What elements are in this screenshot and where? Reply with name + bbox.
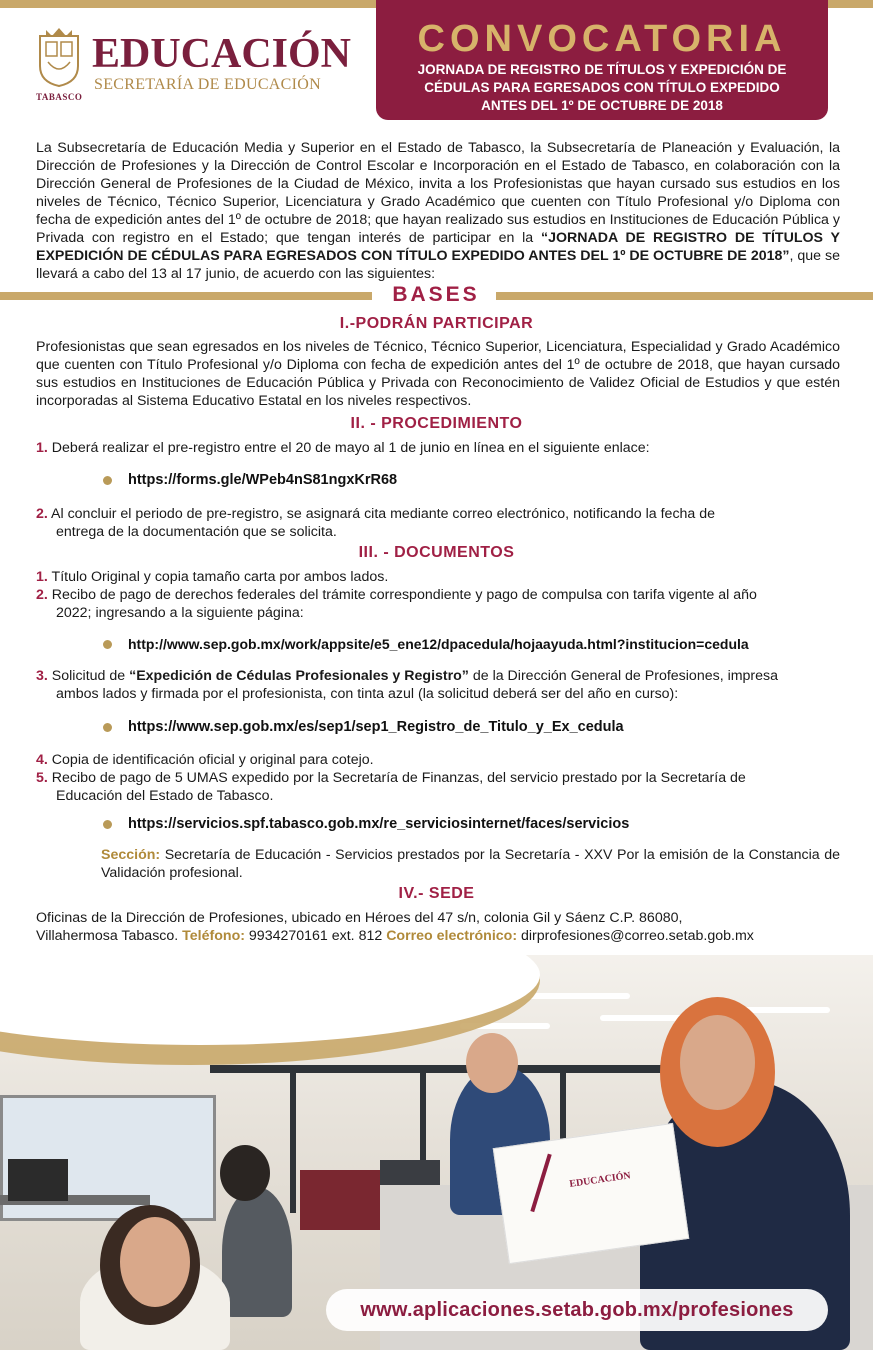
- cubicle-post: [290, 1073, 296, 1213]
- intro-text-2: , que se llevará a cabo del 13 al 17 junio, de acuerdo con las siguientes:: [36, 248, 841, 282]
- education-logo: [36, 24, 352, 104]
- banner-subtitle-3: ANTES DEL 1º DE OCTUBRE DE 2018: [481, 98, 723, 113]
- section-4-title: IV.- SEDE: [398, 885, 475, 902]
- computer-monitor: [8, 1159, 68, 1201]
- procedure-item-2-number: 2.: [36, 506, 48, 522]
- education-folder: [493, 1123, 690, 1264]
- documents-item-2-text-b: 2022; ingresando a la siguiente página:: [56, 605, 304, 621]
- email-address[interactable]: dirprofesiones@correo.setab.gob.mx: [517, 928, 754, 944]
- bases-bar-right: [496, 292, 873, 300]
- seccion-text: Secretaría de Educación - Servicios prestados por la Secretaría - XXV Por la emisión de la Constancia de Validación profesional.: [101, 847, 840, 881]
- folder-stripe: [530, 1154, 551, 1213]
- documents-item-5-text-b: Educación del Estado de Tabasco.: [56, 788, 274, 804]
- smiling-woman-face: [120, 1217, 190, 1307]
- folder-label: EDUCACIÓN: [568, 1170, 632, 1190]
- footer-url-link[interactable]: www.aplicaciones.setab.gob.mx/profesiones: [326, 1289, 828, 1331]
- documents-item-5-number: 5.: [36, 770, 48, 786]
- banner-title: CONVOCATORIA: [417, 18, 787, 60]
- documents-item-2-text-a: Recibo de pago de derechos federales del trámite correspondiente y pago de compulsa con tarifa vigente al año: [51, 587, 757, 603]
- bullet-dot: [103, 723, 112, 732]
- convocatoria-banner: [376, 0, 828, 120]
- documents-item-3-text-post: de la Dirección General de Profesiones, impresa: [468, 668, 779, 684]
- documents-item-3-bold: “Expedición de Cédulas Profesionales y Registro”: [129, 668, 469, 684]
- intro-event-name: “JORNADA DE REGISTRO DE TÍTULOS Y EXPEDICIÓN DE CÉDULAS PARA EGRESADOS CON TÍTULO EXPEDIDO ANTES DEL 1º DE OCTUBRE DE 2018”: [36, 230, 840, 264]
- seccion-label: Sección:: [101, 847, 161, 863]
- bullet-dot: [103, 476, 112, 485]
- bullet-dot: [103, 640, 112, 649]
- bases-title: BASES: [392, 283, 480, 306]
- section-2-title: II. - PROCEDIMIENTO: [350, 415, 523, 432]
- sep-registry-link[interactable]: https://www.sep.gob.mx/es/sep1/sep1_Registro_de_Titulo_y_Ex_cedula: [128, 719, 624, 735]
- phone-label: Teléfono:: [182, 928, 245, 944]
- banner-subtitle-1: JORNADA DE REGISTRO DE TÍTULOS Y EXPEDICIÓN DE: [417, 62, 787, 77]
- documents-item-3-text-pre: Solicitud de: [51, 668, 130, 684]
- procedure-item-2: [36, 505, 840, 541]
- section-1-text: Profesionistas que sean egresados en los niveles de Técnico, Técnico Superior, Licenciatura, Especialidad y Grado Académico que cuenten con Título Profesional y/o Diploma con fecha de expedición antes del 1º de octubre de 2018, que hayan cursado sus estudios en Instituciones de Educación Pública y Privada con Reconocimiento de Validez Oficial de Estudios y que estén incorporadas al Sistema Educativo Estatal en los niveles respectivos.: [36, 339, 840, 409]
- sep-help-link[interactable]: http://www.sep.gob.mx/work/appsite/e5_ene12/dpacedula/hojaayuda.html?institucion=cedula: [128, 636, 749, 652]
- seated-woman-head: [220, 1145, 270, 1201]
- intro-paragraph: [36, 139, 840, 283]
- documents-item-3: [36, 667, 840, 703]
- brand-title: EDUCACIÓN: [92, 31, 352, 77]
- bullet-dot: [103, 820, 112, 829]
- ceiling-light: [740, 1007, 830, 1013]
- logo-state-text: TABASCO: [36, 92, 83, 102]
- preregistration-link[interactable]: https://forms.gle/WPeb4nS81ngxKrR68: [128, 472, 398, 488]
- documents-item-5-text-a: Recibo de pago de 5 UMAS expedido por la Secretaría de Finanzas, del servicio prestado por la Secretaría de: [51, 770, 746, 786]
- section-1-title: I.-PODRÁN PARTICIPAR: [339, 315, 534, 332]
- woman-face: [680, 1015, 755, 1110]
- sede-text-a: Oficinas de la Dirección de Profesiones, ubicado en Héroes del 47 s/n, colonia Gil y Sáenz C.P. 86080,: [36, 910, 683, 926]
- procedure-item-1-number: 1.: [36, 440, 48, 456]
- banner-subtitle-2: CÉDULAS PARA EGRESADOS CON TÍTULO EXPEDIDO: [424, 80, 780, 95]
- procedure-item-1-text: Deberá realizar el pre-registro entre el 20 de mayo al 1 de junio en línea en el siguiente enlace:: [51, 440, 650, 456]
- procedure-item-1: [36, 439, 840, 457]
- documents-item-3-number: 3.: [36, 668, 48, 684]
- sede-text-b: Villahermosa Tabasco.: [36, 928, 183, 944]
- brand-subtitle: SECRETARÍA DE EDUCACIÓN: [94, 76, 321, 93]
- email-label: Correo electrónico:: [386, 928, 518, 944]
- tabasco-shield-icon: [36, 26, 82, 88]
- documents-item-2-number: 2.: [36, 587, 48, 603]
- finance-services-link[interactable]: https://servicios.spf.tabasco.gob.mx/re_serviciosinternet/faces/servicios: [128, 816, 630, 832]
- documents-item-5: [36, 769, 840, 805]
- procedure-item-2-text-a: Al concluir el periodo de pre-registro, se asignará cita mediante correo electrónico, notificando la fecha de: [51, 506, 716, 522]
- documents-item-4-number: 4.: [36, 752, 48, 768]
- documents-item-4: [36, 751, 840, 769]
- bases-divider: [0, 285, 873, 307]
- sede-paragraph: [36, 909, 840, 945]
- documents-item-1-text: Título Original y copia tamaño carta por ambos lados.: [51, 569, 389, 585]
- bases-bar-left: [0, 292, 372, 300]
- procedure-item-2-text-b: entrega de la documentación que se solicita.: [56, 524, 337, 540]
- documents-item-1: [36, 568, 840, 586]
- seccion-note: [101, 846, 840, 882]
- intro-text-1: La Subsecretaría de Educación Media y Superior en el Estado de Tabasco, la Subsecretaría de Planeación y Evaluación, la Dirección de Profesiones y la Dirección de Control Escolar e Incorporación en el Estado de Tabasco, en colaboración con la Dirección General de Profesiones de la Ciudad de México, invita a los Profesionistas que hayan cursado sus estudios en los niveles de Técnico, Técnico Superior, Licenciatura y Grado Académico que cuenten con Título Profesional y/o Diploma con fecha de expedición antes del 1º de octubre de 2018; que hayan realizado sus estudios en Instituciones de Educación Pública y Privada con registro en el Estado; que tengan interés de participar en la: [36, 140, 840, 246]
- documents-item-1-number: 1.: [36, 569, 48, 585]
- documents-item-4-text: Copia de identificación oficial y original para cotejo.: [51, 752, 374, 768]
- man-head: [466, 1033, 518, 1093]
- documents-item-3-text-b: ambos lados y firmada por el profesionista, con tinta azul (la solicitud deberá ser del año en curso):: [56, 686, 679, 702]
- section-3-title: III. - DOCUMENTOS: [358, 544, 515, 561]
- documents-item-2: [36, 586, 840, 622]
- phone-number: 9934270161 ext. 812: [244, 928, 387, 944]
- seated-woman-figure: [222, 1187, 292, 1317]
